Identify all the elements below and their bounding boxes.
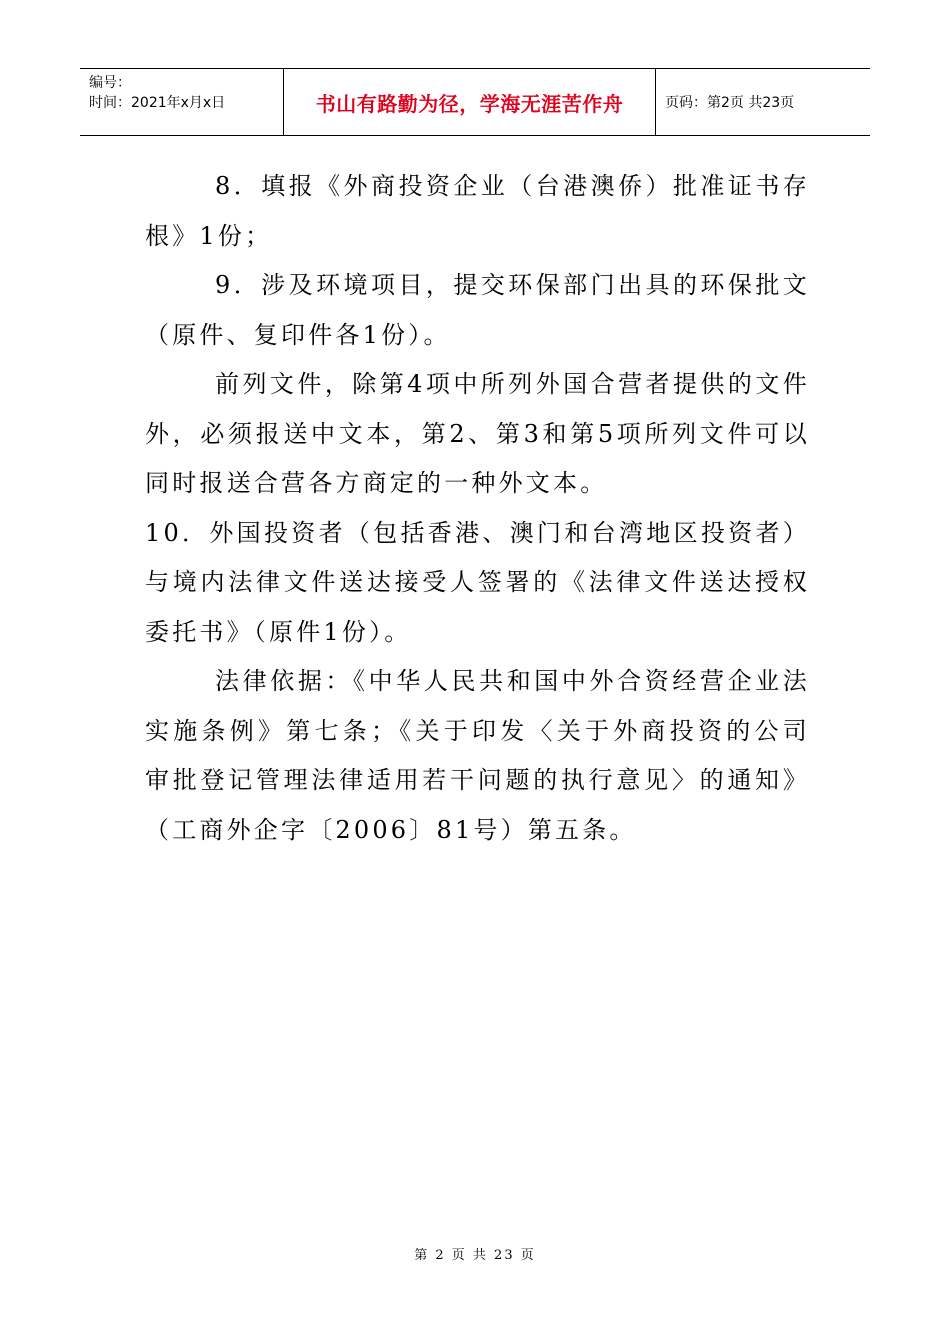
- header-page-info: 页码：第2页 共23页: [665, 95, 795, 111]
- page-footer: 第 2 页 共 23 页: [414, 1248, 536, 1263]
- paragraph-item-8: 8．填报《外商投资企业（台港澳侨）批准证书存根》1份；: [145, 172, 810, 250]
- header-motto: 书山有路勤为径，学海无涯苦作舟: [283, 69, 656, 135]
- document-body: [145, 162, 810, 855]
- paragraph-item-10: 10．外国投资者（包括香港、澳门和台湾地区投资者）与境内法律文件送达接受人签署的《法律文件送达授权委托书》（原件1份）。: [145, 518, 810, 646]
- paragraph-legal-basis: 法律依据：《中华人民共和国中外合资经营企业法实施条例》第七条；《关于印发〈关于外商投资的公司审批登记管理法律适用若干问题的执行意见〉的通知》（工商外企字〔2006〕81号）第五条。: [145, 667, 810, 844]
- number-label: 编号：: [89, 75, 131, 91]
- document-header: [80, 68, 870, 136]
- header-meta: [80, 69, 283, 135]
- paragraph-note: 前列文件，除第4项中所列外国合营者提供的文件外，必须报送中文本，第2、第3和第5项所列文件可以同时报送合营各方商定的一种外文本。: [145, 370, 810, 497]
- time-label: 时间：2021年x月x日: [89, 95, 226, 111]
- paragraph-item-9: 9．涉及环境项目，提交环保部门出具的环保批文（原件、复印件各1份）。: [145, 271, 810, 349]
